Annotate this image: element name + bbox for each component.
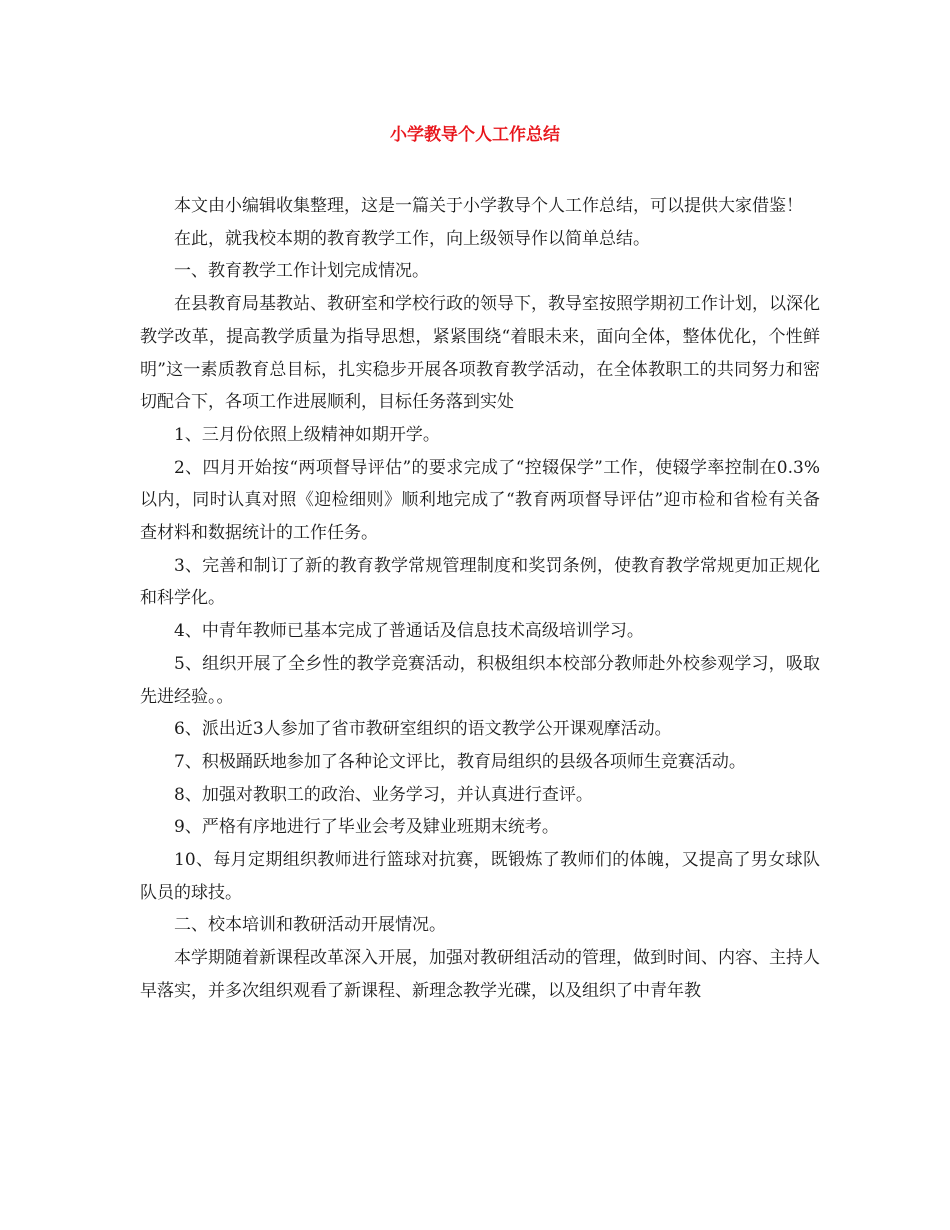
list-item-6: 6、派出近3人参加了省市教研室组织的语文教学公开课观摩活动。 [174, 719, 672, 740]
list-item-3: 3、完善和制订了新的教育教学常规管理制度和奖罚条例，使教育教学常规更加正规化和科学化。 [140, 555, 820, 609]
list-item-8: 8、加强对教职工的政治、业务学习，并认真进行查评。 [174, 784, 593, 805]
list-item-7: 7、积极踊跃地参加了各种论文评比，教育局组织的县级各项师生竞赛活动。 [174, 751, 746, 772]
list-item-9: 9、严格有序地进行了毕业会考及肄业班期末统考。 [174, 817, 559, 838]
list-item-4: 4、中青年教师已基本完成了普通话及信息技术高级培训学习。 [174, 621, 644, 642]
paragraph-intro: 本文由小编辑收集整理，这是一篇关于小学教导个人工作总结，可以提供大家借鉴！ [174, 196, 803, 216]
document-title: 小学教导个人工作总结 [390, 125, 560, 145]
paragraph-preface: 在此，就我校本期的教育教学工作，向上级领导作以简单总结。 [174, 228, 650, 249]
list-item-2: 2、四月开始按“两项督导评估”的要求完成了“控辍保学”工作，使辍学率控制在0.3%以内，同时认真对照《迎检细则》顺利地完成了“教育两项督导评估”迎市检和省检有关备查材料和数据统计的工作任务。 [140, 457, 820, 544]
document-body [140, 190, 820, 1008]
section-heading-1: 一、教育教学工作计划完成情况。 [174, 261, 429, 282]
list-item-10: 10、每月定期组织教师进行篮球对抗赛，既锻炼了教师们的体魄，又提高了男女球队队员的球技。 [140, 850, 820, 903]
section-heading-2: 二、校本培训和教研活动开展情况。 [174, 915, 446, 936]
list-item-1: 1、三月份依照上级精神如期开学。 [174, 424, 440, 445]
paragraph-training: 本学期随着新课程改革深入开展，加强对教研组活动的管理，做到时间、内容、主持人早落实，并多次组织观看了新课程、新理念教学光碟，以及组织了中青年教 [140, 948, 820, 1001]
paragraph-overview: 在县教育局基教站、教研室和学校行政的领导下，教导室按照学期初工作计划，以深化教学改革，提高教学质量为指导思想，紧紧围绕“着眼未来，面向全体，整体优化，个性鲜明”这一素质教育总目标，扎实稳步开展各项教育教学活动，在全体教职工的共同努力和密切配合下，各项工作进展顺利，目标任务落到实处 [140, 294, 820, 413]
list-item-5: 5、组织开展了全乡性的教学竞赛活动，积极组织本校部分教师赴外校参观学习，吸取先进经验。。 [140, 653, 820, 707]
